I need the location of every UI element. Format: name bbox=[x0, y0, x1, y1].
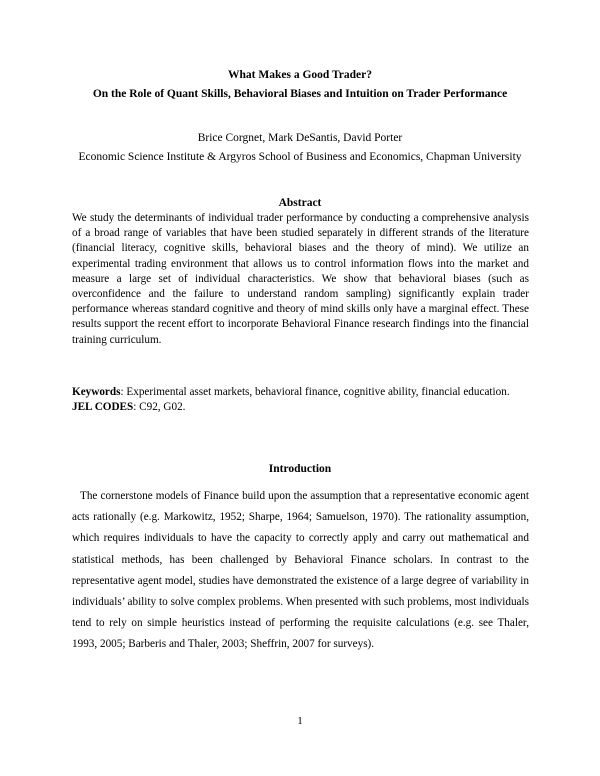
jel-label: JEL CODES bbox=[72, 401, 134, 414]
page-number: 1 bbox=[297, 715, 303, 727]
title-line-2: On the Role of Quant Skills, Behavioral Biases and Intuition on Trader Performance bbox=[92, 88, 508, 100]
jel-text: : C92, G02. bbox=[133, 401, 186, 414]
keywords-text: : Experimental asset markets, behavioral finance, cognitive ability, financial education. bbox=[120, 386, 510, 398]
authors: Brice Corgnet, Mark DeSantis, David Porter bbox=[197, 132, 403, 144]
introduction-heading: Introduction bbox=[268, 463, 332, 475]
paper-title bbox=[60, 66, 540, 104]
jel-line bbox=[72, 400, 529, 415]
abstract-text: We study the determinants of individual trader performance by conducting a comprehensive analysis of a broad range of variables that have been studied separately in different strands of the literature (financial literacy, cognitive skills, behavioral biases and the theory of mind). We utilize an experimental trading environment that allows us to control information flows into the market and measure a large set of individual characteristics. We show that behavioral biases (such as overconfidence and the failure to understand random sampling) significantly explain trader performance whereas standard cognitive and theory of mind skills only have a marginal effect. These results support the recent effort to incorporate Behavioral Finance research findings into the financial training curriculum. bbox=[72, 212, 529, 346]
abstract-heading: Abstract bbox=[278, 197, 322, 209]
keywords-line bbox=[72, 385, 529, 400]
affiliation: Economic Science Institute & Argyros School of Business and Economics, Chapman University bbox=[78, 151, 522, 163]
keywords-label: Keywords bbox=[72, 386, 121, 398]
introduction-text: The cornerstone models of Finance build upon the assumption that a representative economic agent acts rationally (e.g. Markowitz, 1952; Sharpe, 1964; Samuelson, 1970). The rationality assumption, which requires individuals to have the capacity to correctly apply and carry out mathematical and statistical methods, has been challenged by Behavioral Finance scholars. In contrast to the representative agent model, studies have demonstrated the existence of a large degree of variability in individuals’ ability to solve complex problems. When presented with such problems, most individuals tend to rely on simple heuristics instead of performing the requisite calculations (e.g. see Thaler, 1993, 2005; Barberis and Thaler, 2003; Sheffrin, 2007 for surveys). bbox=[72, 490, 529, 651]
keywords-block bbox=[72, 385, 529, 415]
title-line-1: What Makes a Good Trader? bbox=[228, 69, 372, 81]
